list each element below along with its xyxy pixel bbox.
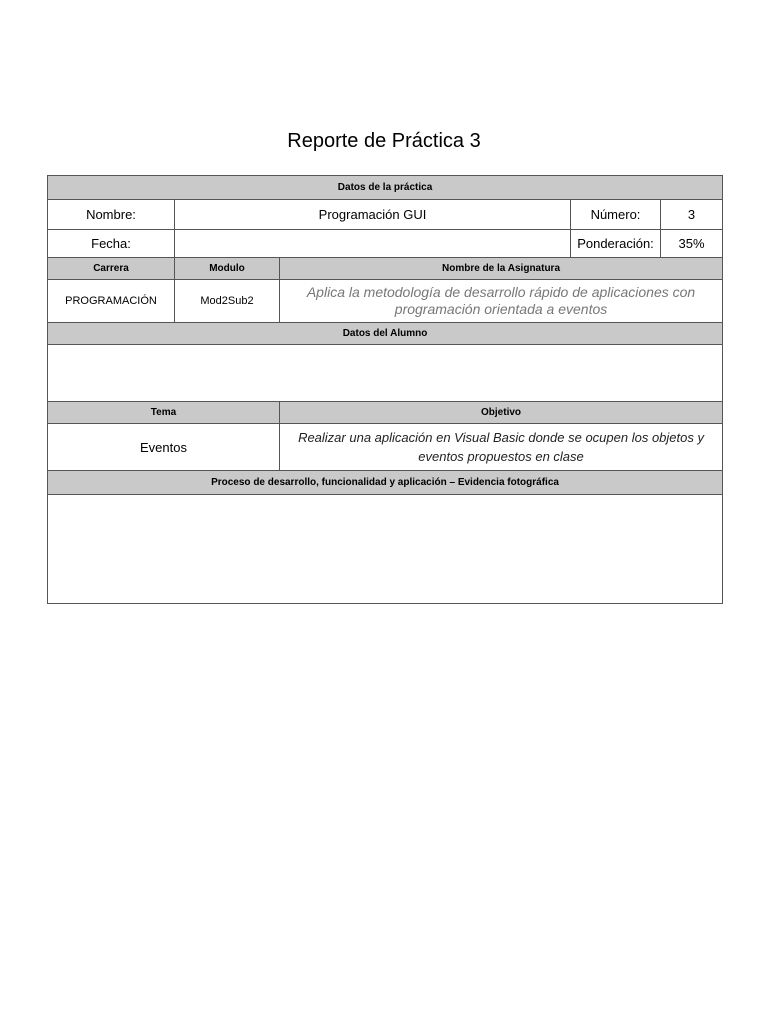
numero-label: Número: [571,200,661,230]
tema-objetivo-row [48,424,723,471]
datos-practica-header-row [48,176,723,200]
asignatura-row [48,280,723,323]
numero-value: 3 [661,200,723,230]
objetivo-header: Objetivo [280,402,723,424]
nombre-asignatura-value: Aplica la metodología de desarrollo rápido de aplicaciones con programación orientada a eventos [280,280,723,323]
ponderacion-label: Ponderación: [571,230,661,258]
nombre-row [48,200,723,230]
fecha-value [175,230,571,258]
tema-value: Eventos [48,424,280,471]
page-title: Reporte de Práctica 3 [287,130,481,152]
nombre-asignatura-header: Nombre de la Asignatura [280,258,723,280]
tema-header: Tema [48,402,280,424]
carrera-header: Carrera [48,258,175,280]
datos-practica-header: Datos de la práctica [48,176,723,200]
proceso-value [48,495,723,604]
ponderacion-value: 35% [661,230,723,258]
asignatura-header-row [48,258,723,280]
proceso-header: Proceso de desarrollo, funcionalidad y aplicación – Evidencia fotográfica [48,471,723,495]
objetivo-value: Realizar una aplicación en Visual Basic donde se ocupen los objetos y eventos propuestos en clase [280,424,723,471]
modulo-value: Mod2Sub2 [175,280,280,323]
datos-alumno-header: Datos del Alumno [48,323,723,345]
alumno-row [48,345,723,402]
datos-alumno-value [48,345,723,402]
fecha-row [48,230,723,258]
fecha-label: Fecha: [48,230,175,258]
alumno-header-row [48,323,723,345]
tema-objetivo-header-row [48,402,723,424]
carrera-value: PROGRAMACIÓN [48,280,175,323]
modulo-header: Modulo [175,258,280,280]
proceso-header-row [48,471,723,495]
report-table [47,175,723,604]
proceso-row [48,495,723,604]
nombre-label: Nombre: [48,200,175,230]
nombre-value: Programación GUI [175,200,571,230]
